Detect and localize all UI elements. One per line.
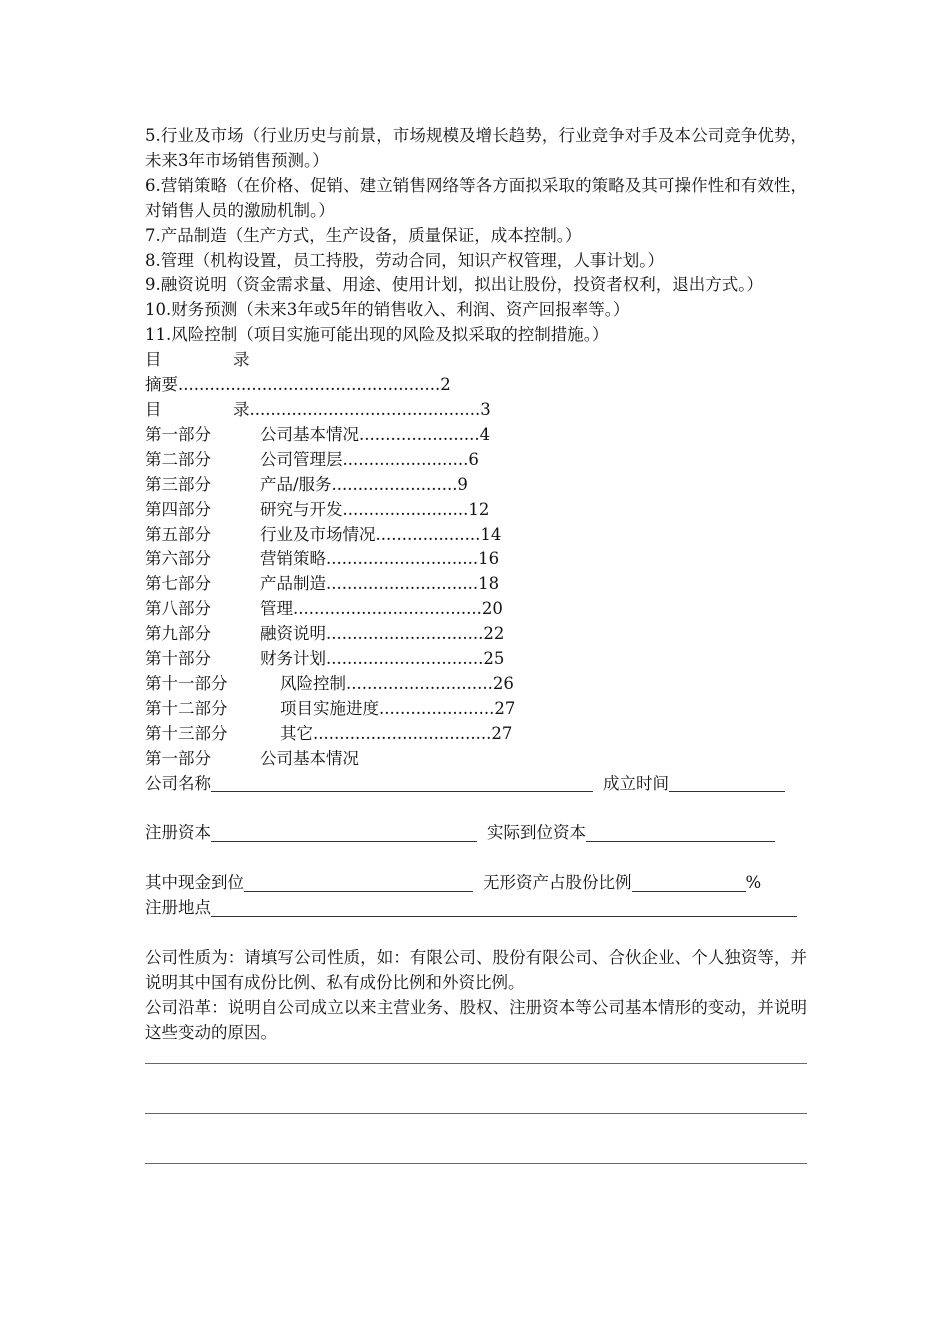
toc-entry[interactable]	[145, 572, 807, 597]
form-row-cash	[145, 871, 807, 896]
form-row-name	[145, 772, 807, 797]
toc-entry[interactable]	[145, 498, 807, 523]
toc-entry[interactable]	[145, 547, 807, 572]
cash-paid-field[interactable]	[244, 873, 473, 892]
toc-entry[interactable]	[145, 398, 807, 423]
toc-entry-part: 第七部分	[145, 574, 211, 594]
company-name-label: 公司名称	[145, 773, 211, 793]
toc-entry-title: 项目实施进度......................27	[280, 698, 516, 718]
section-title: 公司基本情况	[260, 748, 359, 768]
toc-entry-part: 第十二部分	[145, 698, 228, 718]
toc-entry-title: 公司基本情况.......................4	[260, 424, 491, 444]
toc-entry-part: 第三部分	[145, 474, 211, 494]
toc-entry[interactable]	[145, 672, 807, 697]
percent-sign: %	[745, 873, 762, 893]
toc-entry-title: 产品制造.............................18	[260, 574, 500, 594]
intangible-ratio-field[interactable]	[632, 873, 746, 892]
toc-entry[interactable]	[145, 622, 807, 647]
toc-entry[interactable]	[145, 597, 807, 622]
intro-item-8: 8.管理（机构设置，员工持股，劳动合同，知识产权管理，人事计划。）	[145, 250, 664, 270]
paid-capital-field[interactable]	[586, 823, 775, 842]
toc-entry-part: 第六部分	[145, 549, 211, 569]
form-row-capital	[145, 821, 807, 846]
toc-entry-part: 第一部分	[145, 424, 211, 444]
toc-entry[interactable]	[145, 722, 807, 747]
toc-entry-title: 融资说明..............................22	[260, 624, 505, 644]
intro-item-6: 6.营销策略（在价格、促销、建立销售网络等各方面拟采取的策略及其可操作性和有效性，对销售人员的激励机制。）	[145, 175, 807, 220]
toc-entry-title: 产品/服务........................9	[260, 474, 468, 494]
toc-entry-title: 研究与开发........................12	[260, 499, 490, 519]
address-label: 注册地点	[145, 898, 211, 917]
toc-entry-part: 第四部分	[145, 499, 211, 519]
founded-field[interactable]	[669, 773, 785, 792]
toc-heading-a: 目	[145, 350, 162, 370]
toc-heading-b: 录	[233, 350, 250, 370]
toc-entry[interactable]	[145, 448, 807, 473]
toc-entry-title: 管理....................................20	[260, 599, 503, 619]
toc-entry-part: 目	[145, 399, 162, 419]
toc-entry-title: 摘要..................................................2	[145, 375, 451, 395]
toc-entry-part: 第八部分	[145, 599, 211, 619]
toc-entry-title: 公司管理层........................6	[260, 449, 479, 469]
toc-entry-part: 第九部分	[145, 624, 211, 644]
company-nature-text: 公司性质为：请填写公司性质，如：有限公司、股份有限公司、合伙企业、个人独资等，并说明其中国有成份比例、私有成份比例和外资比例。	[145, 947, 807, 992]
toc-heading	[145, 348, 807, 373]
intro-item-11: 11.风险控制（项目实施可能出现的风险及拟采取的控制措施。）	[145, 325, 609, 345]
section-part: 第一部分	[145, 748, 211, 768]
toc-entry-part: 第二部分	[145, 449, 211, 469]
registered-capital-field[interactable]	[211, 823, 477, 842]
toc-list	[145, 373, 807, 747]
toc-entry-title: 行业及市场情况....................14	[260, 524, 502, 544]
toc-entry[interactable]	[145, 523, 807, 548]
form-row-address	[145, 896, 807, 921]
toc-entry[interactable]	[145, 647, 807, 672]
toc-entry[interactable]	[145, 473, 807, 498]
founded-label: 成立时间	[603, 773, 669, 793]
section-heading	[145, 747, 807, 772]
company-name-field[interactable]	[211, 773, 593, 792]
toc-entry-title: 其它..................................27	[280, 723, 513, 743]
toc-entry-title: 录............................................3	[233, 399, 491, 419]
toc-entry-title: 风险控制............................26	[280, 673, 514, 693]
toc-entry-title: 营销策略.............................16	[260, 549, 500, 569]
cash-paid-label: 其中现金到位	[145, 873, 244, 893]
address-field[interactable]	[211, 898, 797, 917]
intangible-ratio-label: 无形资产占股份比例	[483, 873, 632, 893]
document-page	[145, 124, 807, 1164]
company-history-text: 公司沿革：说明自公司成立以来主营业务、股权、注册资本等公司基本情形的变动，并说明这些变动的原因。	[145, 997, 807, 1042]
toc-entry-part: 第五部分	[145, 524, 211, 544]
toc-entry-part: 第十一部分	[145, 673, 228, 693]
paid-capital-label: 实际到位资本	[487, 823, 586, 843]
toc-entry[interactable]	[145, 373, 807, 398]
intro-item-10: 10.财务预测（未来3年或5年的销售收入、利润、资产回报率等。）	[145, 300, 630, 320]
registered-capital-label: 注册资本	[145, 823, 211, 843]
toc-entry-part: 第十三部分	[145, 723, 228, 743]
blank-line[interactable]	[145, 1162, 807, 1164]
toc-entry[interactable]	[145, 697, 807, 722]
intro-item-9: 9.融资说明（资金需求量、用途、使用计划，拟出让股份，投资者权利，退出方式。）	[145, 275, 763, 295]
intro-item-5: 5.行业及市场（行业历史与前景，市场规模及增长趋势，行业竞争对手及本公司竞争优势，未来3年市场销售预测。）	[145, 126, 807, 170]
intro-item-7: 7.产品制造（生产方式，生产设备，质量保证，成本控制。）	[145, 225, 582, 245]
toc-entry-part: 第十部分	[145, 649, 211, 669]
toc-entry-title: 财务计划..............................25	[260, 649, 505, 669]
toc-entry[interactable]	[145, 423, 807, 448]
